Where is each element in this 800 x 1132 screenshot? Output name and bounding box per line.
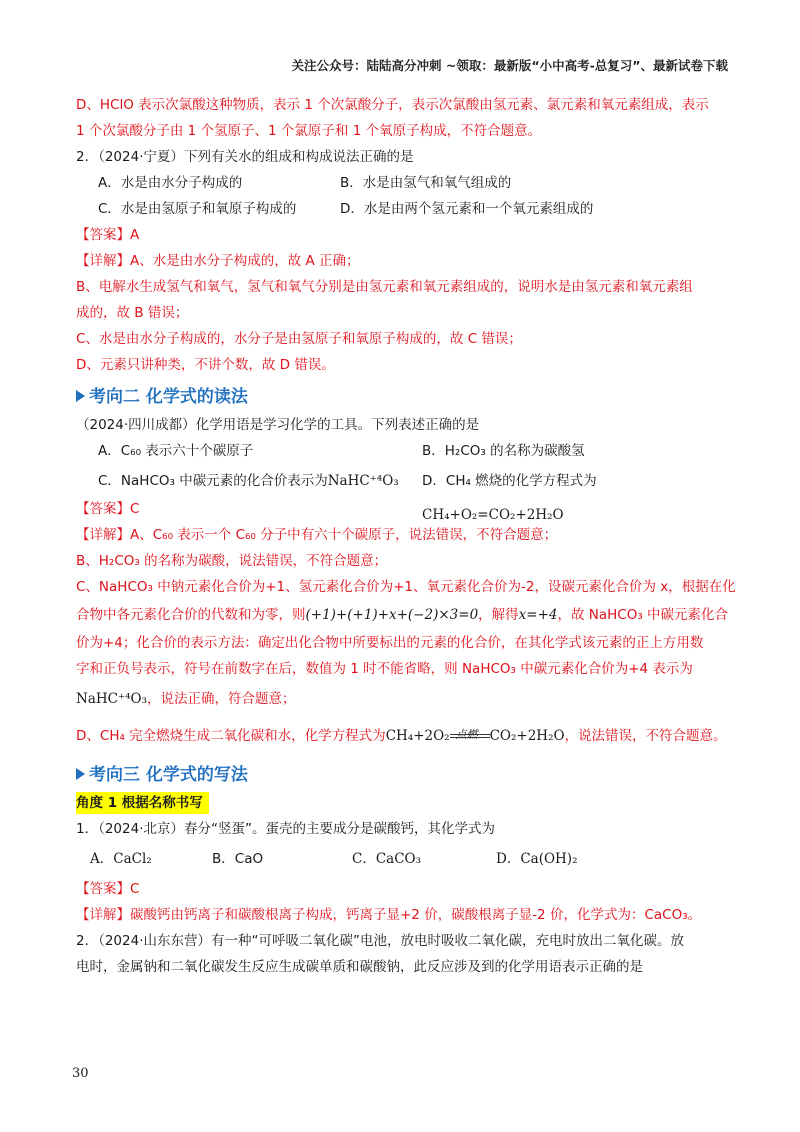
option-row: [76, 196, 726, 222]
detail-line: NaHC⁺⁴O₃，说法正确，符合题意；: [76, 691, 296, 707]
detail-line: B、电解水生成氢气和氧气，氢气和氧气分别是由氢元素和氧元素组成的，说明水是由氢元素和氧元素组: [76, 279, 693, 295]
formula: NaHC⁺⁴O₃: [76, 691, 147, 707]
formula: NaHC⁺⁴O₃: [327, 473, 399, 489]
option-b: B．H₂CO₃ 的名称为碳酸氢: [422, 443, 585, 459]
section-heading: 考向二 化学式的读法: [76, 382, 726, 412]
prev-detail-line: 1 个次氯酸分子由 1 个氢原子、1 个氯原子和 1 个氧原子构成，不符合题意。: [76, 123, 542, 139]
option-a: A．水是由水分子构成的: [98, 175, 243, 191]
option-d: D．CH₄ 燃烧的化学方程式为CH₄+O₂=CO₂+2H₂O: [422, 473, 597, 523]
option-c: C．NaHCO₃ 中碳元素的化合价表示为NaHC⁺⁴O₃: [98, 473, 399, 489]
question-stem: （2024·四川成都）化学用语是学习化学的工具。下列表述正确的是: [76, 417, 480, 433]
option-row: [76, 170, 726, 196]
option-d: D．Ca(OH)₂: [496, 851, 578, 867]
detail-line: 【详解】碳酸钙由钙离子和碳酸根离子构成，钙离子显+2 价，碳酸根离子显-2 价，化学式为：CaCO₃。: [76, 907, 702, 923]
page-number: 30: [72, 1066, 89, 1081]
angle-label: 角度 1 根据名称书写: [76, 792, 209, 814]
triangle-icon: [76, 768, 85, 780]
section-heading: 考向三 化学式的写法: [76, 760, 726, 790]
detail-line: 成的，故 B 错误；: [76, 305, 189, 321]
answer: 【答案】A: [76, 227, 140, 243]
detail-line: 【详解】A、水是由水分子构成的，故 A 正确；: [76, 253, 360, 269]
equation: (+1)+(+1)+x+(−2)×3=0: [305, 607, 479, 623]
solution: x=+4: [518, 607, 558, 623]
question-stem: 2．（2024·宁夏）下列有关水的组成和构成说法正确的是: [76, 149, 414, 165]
prev-detail-line: D、HClO 表示次氯酸这种物质，表示 1 个次氯酸分子，表示次氯酸由氢元素、氯元素和氧元素组成，表示: [76, 97, 709, 113]
option-c: C．水是由氢原子和氧原子构成的: [98, 201, 297, 217]
detail-line: 【详解】A、C₆₀ 表示一个 C₆₀ 分子中有六十个碳原子，说法错误，不符合题意；: [76, 527, 558, 543]
detail-line: D、元素只讲种类，不讲个数，故 D 错误。: [76, 357, 335, 373]
option-b: B．CaO: [212, 851, 264, 867]
equation: CH₄+O₂=CO₂+2H₂O: [422, 507, 564, 523]
detail-line: 价为+4；化合价的表示方法：确定出化合物中所要标出的元素的化合价，在其化学式该元素的正上方用数: [76, 635, 704, 651]
option-d: D．水是由两个氢元素和一个氧元素组成的: [340, 201, 594, 217]
question-stem: 2．（2024·山东东营）有一种“可呼吸二氧化碳”电池，放电时吸收二氧化碳，充电时放出二氧化碳。放: [76, 933, 684, 949]
detail-line: B、H₂CO₃ 的名称为碳酸，说法错误，不符合题意；: [76, 553, 388, 569]
option-a: A．CaCl₂: [90, 851, 152, 867]
option-c: C．CaCO₃: [352, 851, 422, 867]
option-row: [76, 438, 726, 464]
detail-line: C、NaHCO₃ 中钠元素化合价为+1、氢元素化合价为+1、氧元素化合价为-2，设碳元素化合价为 x，根据在化: [76, 579, 736, 595]
question-stem: 电时，金属钠和二氧化碳发生反应生成碳单质和碳酸钠，此反应涉及到的化学用语表示正确的是: [76, 959, 643, 975]
page-header: 关注公众号：陆陆高分冲刺 ~领取：最新版“小中高考-总复习”、最新试卷下载: [291, 58, 728, 73]
triangle-icon: [76, 390, 85, 402]
detail-line: D、CH₄ 完全燃烧生成二氧化碳和水，化学方程式为CH₄+2O₂ 点燃 CO₂+2H₂O，说法错误，不符合题意。: [76, 716, 726, 756]
option-row: [76, 842, 726, 876]
answer: 【答案】C: [76, 881, 140, 897]
reaction-condition: 点燃: [455, 728, 478, 741]
option-a: A．C₆₀ 表示六十个碳原子: [98, 443, 254, 459]
page-content: [76, 92, 736, 980]
question-stem: 1．（2024·北京）春分“竖蛋”。蛋壳的主要成分是碳酸钙，其化学式为: [76, 821, 495, 837]
detail-line: C、水是由水分子构成的，水分子是由氢原子和氧原子构成的，故 C 错误；: [76, 331, 522, 347]
detail-line: 字和正负号表示，符号在前数字在后，数值为 1 时不能省略，则 NaHCO₃ 中碳元素化合价为+4 表示为: [76, 661, 693, 677]
answer: 【答案】C: [76, 501, 140, 517]
option-b: B．水是由氢气和氧气组成的: [340, 175, 512, 191]
detail-line: 合物中各元素化合价的代数和为零，则(+1)+(+1)+x+(−2)×3=0，解得x=+4，故 NaHCO₃ 中碳元素化合: [76, 607, 729, 623]
reaction-arrow: [450, 728, 490, 744]
